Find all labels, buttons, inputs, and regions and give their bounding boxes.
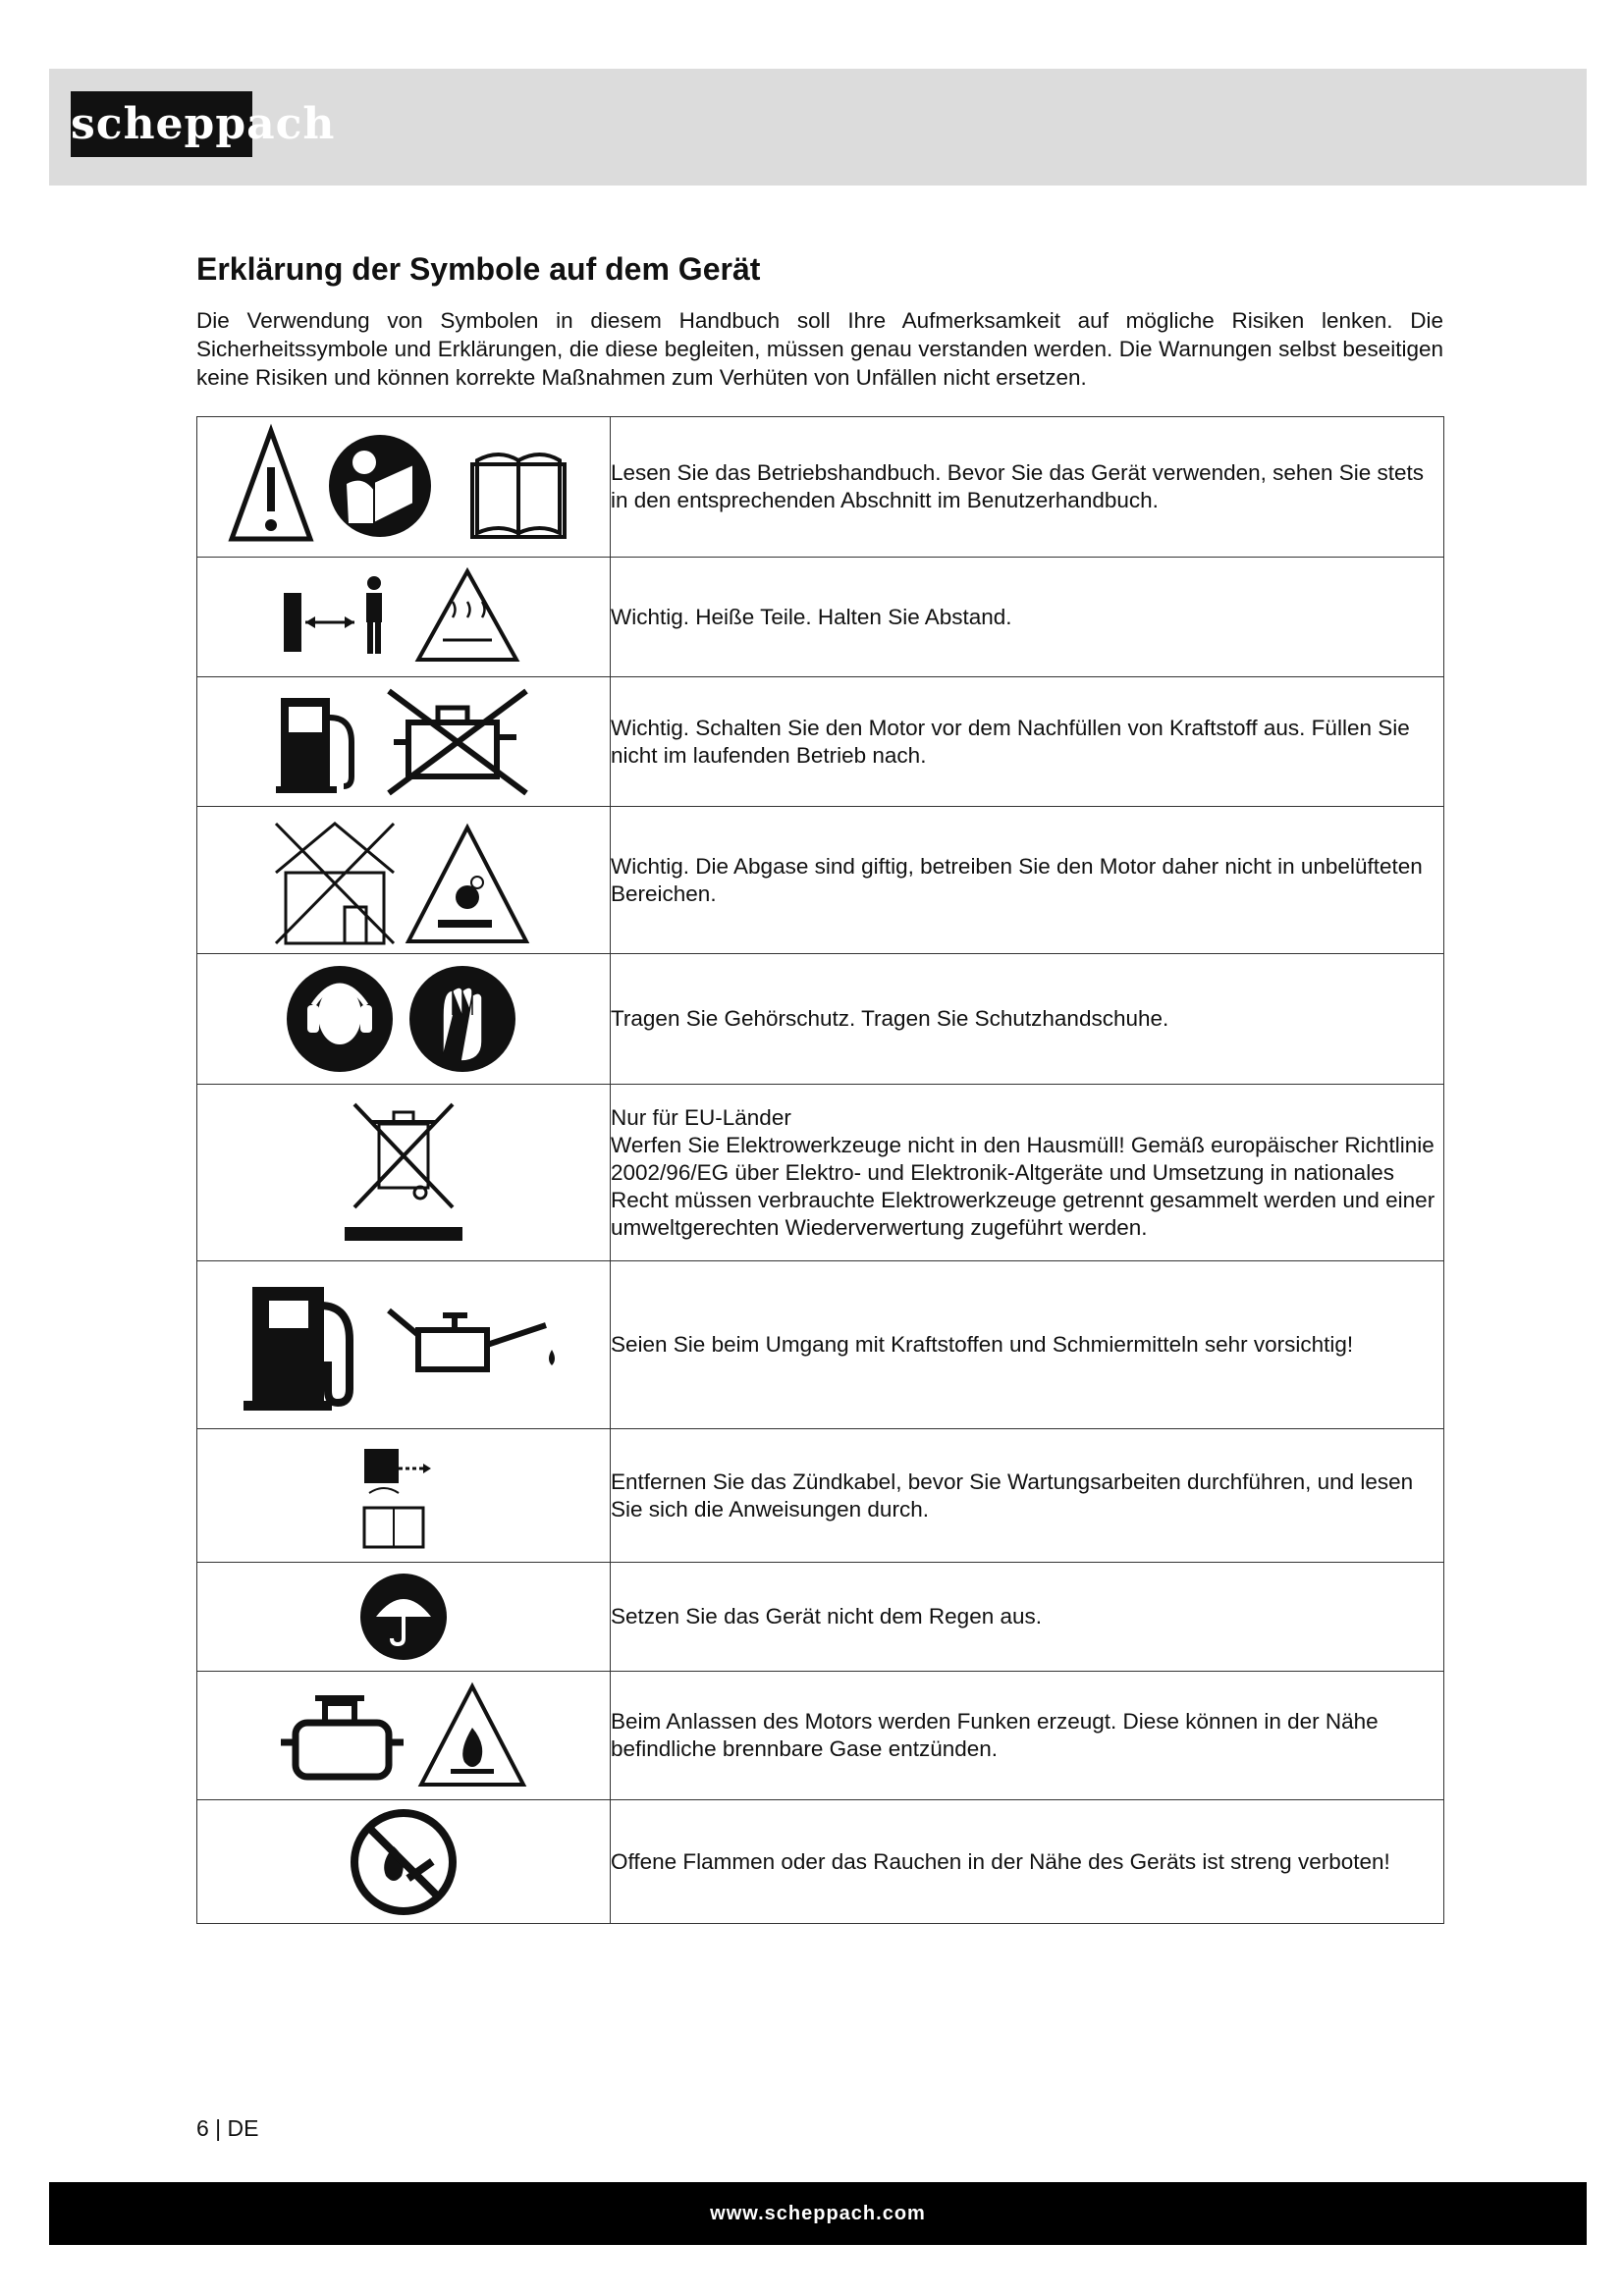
icon-cell: [197, 954, 611, 1085]
protective-gloves-icon: [409, 966, 515, 1072]
oil-can-icon: [389, 1310, 555, 1369]
page-number: 6 | DE: [196, 2115, 259, 2141]
fire-warning-icon: [421, 1686, 523, 1785]
row-description: Setzen Sie das Gerät nicht dem Regen aus.: [611, 1563, 1444, 1672]
hot-surface-warning-icon: [418, 571, 516, 660]
spark-plug-disconnect-icon: [364, 1449, 431, 1547]
umbrella-icon: [360, 1574, 447, 1660]
icon-cell: [197, 558, 611, 677]
no-open-flame-icon: [354, 1813, 453, 1911]
row-description: Beim Anlassen des Motors werden Funken erzeugt. Diese können in der Nähe befindliche brennbare Gase entzünden.: [611, 1672, 1444, 1800]
warning-triangle-icon: [232, 431, 310, 539]
table-row: [197, 1672, 1444, 1800]
icon-cell: [197, 1429, 611, 1563]
row-description: Offene Flammen oder das Rauchen in der Nähe des Geräts ist streng verboten!: [611, 1800, 1444, 1924]
page-title: Erklärung der Symbole auf dem Gerät: [196, 251, 761, 287]
no-indoor-use-icon: [276, 824, 394, 943]
eu-only-label: Nur für EU-Länder: [611, 1104, 791, 1130]
table-row: [197, 417, 1444, 558]
table-row: [197, 1261, 1444, 1429]
row-description: Wichtig. Die Abgase sind giftig, betreiben Sie den Motor daher nicht in unbelüfteten Bereichen.: [611, 807, 1444, 954]
table-row: [197, 677, 1444, 807]
symbols-table: [196, 416, 1444, 1924]
table-row: [197, 1429, 1444, 1563]
icon-cell: [197, 1261, 611, 1429]
fuel-pump-icon: [244, 1291, 350, 1411]
table-row: [197, 1563, 1444, 1672]
ear-protection-icon: [287, 966, 393, 1072]
row-description: Wichtig. Heiße Teile. Halten Sie Abstand.: [611, 558, 1444, 677]
table-row: [197, 558, 1444, 677]
disposal-note: Werfen Sie Elektrowerkzeuge nicht in den Hausmüll! Gemäß europäischer Richtlinie 2002/96/EG über Elektro- und Elektronik-Altgeräte und Umsetzung in nationales Recht müssen verbrauchte Elektrowerkzeuge getrennt gesammelt werden und einer umweltgerechten Wiederverwertung zugeführt werden.: [611, 1132, 1435, 1240]
table-row: [197, 807, 1444, 954]
row-description: Lesen Sie das Betriebshandbuch. Bevor Sie das Gerät verwenden, sehen Sie stets in den entsprechenden Abschnitt im Benutzerhandbuch.: [611, 417, 1444, 558]
icon-cell: [197, 677, 611, 807]
footer-url[interactable]: www.scheppach.com: [710, 2203, 926, 2224]
icon-cell: [197, 1672, 611, 1800]
engine-off-icon: [389, 691, 526, 793]
intro-paragraph: Die Verwendung von Symbolen in diesem Handbuch soll Ihre Aufmerksamkeit auf mögliche Risiken lenken. Die Sicherheitssymbole und Erklärungen, die diese begleiten, müssen genau verstanden werden. Die Warnungen selbst beseitigen keine Risiken und können korrekte Maßnahmen zum Verhüten von Unfällen nicht ersetzen.: [196, 308, 1443, 390]
table-row: [197, 954, 1444, 1085]
row-description: Tragen Sie Gehörschutz. Tragen Sie Schutzhandschuhe.: [611, 954, 1444, 1085]
icon-cell: [197, 1563, 611, 1672]
row-description: Wichtig. Schalten Sie den Motor vor dem Nachfüllen von Kraftstoff aus. Füllen Sie nicht im laufenden Betrieb nach.: [611, 677, 1444, 807]
engine-icon: [281, 1698, 404, 1777]
keep-distance-icon: [284, 576, 382, 654]
footer-band: [49, 2182, 1587, 2245]
table-row: [197, 1085, 1444, 1261]
row-description: Entfernen Sie das Zündkabel, bevor Sie Wartungsarbeiten durchführen, und lesen Sie sich die Anweisungen durch.: [611, 1429, 1444, 1563]
table-row: [197, 1800, 1444, 1924]
crossed-bin-icon: [345, 1104, 462, 1241]
toxic-fumes-warning-icon: [408, 828, 526, 941]
icon-cell: [197, 807, 611, 954]
icon-cell: [197, 1085, 611, 1261]
row-description: [611, 1085, 1444, 1261]
icon-cell: [197, 417, 611, 558]
brand-logo: scheppach: [71, 91, 252, 157]
read-manual-icon: [329, 435, 431, 537]
row-description: Seien Sie beim Umgang mit Kraftstoffen und Schmiermitteln sehr vorsichtig!: [611, 1261, 1444, 1429]
icon-cell: [197, 1800, 611, 1924]
open-book-icon: [472, 454, 565, 537]
fuel-pump-icon: [276, 698, 352, 793]
